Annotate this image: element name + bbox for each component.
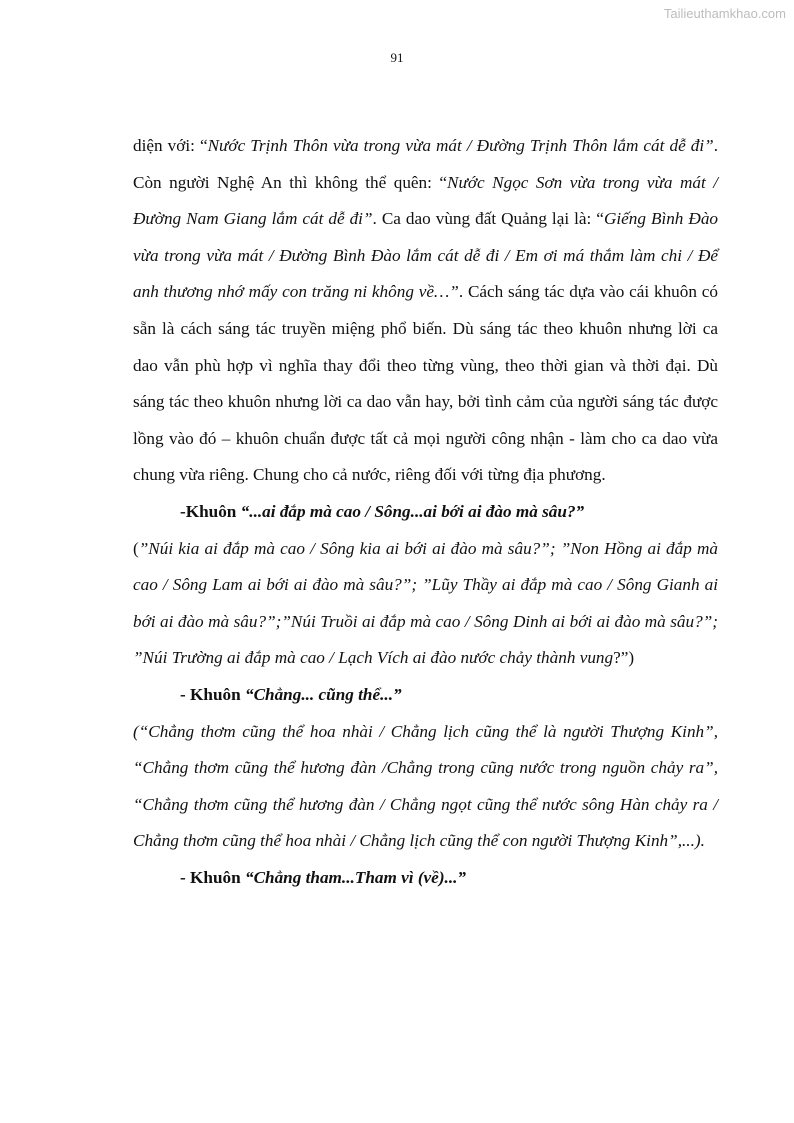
- page-number: 91: [390, 50, 404, 65]
- heading-khuon-3: [133, 860, 718, 897]
- heading-pattern: “...ai đắp mà cao / Sông...ai bới ai đào mà sâu?”: [240, 501, 585, 521]
- document-body: [133, 128, 718, 896]
- quote-binh-dao: Giếng Bình Đào vừa trong vừa mát / Đường Bình Đào lắm cát dễ đi / Em ơi má thắm làm chi / Để anh thương nhớ mấy con trăng ni không về…”: [133, 209, 719, 302]
- text-run: . Còn người Nghệ An thì không thể quên: “: [133, 136, 718, 192]
- heading-pattern: “Chẳng... cũng thể...”: [244, 684, 402, 704]
- heading-prefix: -Khuôn: [180, 501, 241, 521]
- text-run: . Ca dao vùng đất Quảng lại là: “: [372, 209, 604, 229]
- paragraph-examples-1: [133, 531, 718, 677]
- paren-open: (: [133, 538, 139, 558]
- heading-pattern: “Chẳng tham...Tham vì (về)...”: [244, 867, 467, 887]
- text-run: diện với: “: [133, 136, 208, 155]
- paragraph-intro: [133, 128, 718, 494]
- text-run: . Cách sáng tác dựa vào cái khuôn có sẵn là cách sáng tác truyền miệng phổ biến. Dù sáng tác theo khuôn nhưng lời ca dao vẫn phù hợp vì nghĩa thay đổi theo từng vùng, theo thời gian và thời đại. Dù sáng tác theo khuôn nhưng lời ca dao vẫn hay, bởi tình cảm của người sáng tác được lồng vào đó – khuôn chuẩn được tất cả mọi người công nhận - làm cho ca dao vừa chung vừa riêng. Chung cho cả nước, riêng đối với từng địa phương.: [133, 282, 718, 485]
- watermark: Tailieuthamkhao.com: [663, 6, 786, 21]
- quote-trinh-thon: Nước Trịnh Thôn vừa trong vừa mát / Đường Trịnh Thôn lắm cát dễ đi”: [207, 136, 714, 155]
- heading-prefix: - Khuôn: [180, 684, 245, 704]
- heading-prefix: - Khuôn: [180, 867, 245, 887]
- paragraph-examples-2: (“Chẳng thơm cũng thể hoa nhài / Chẳng lịch cũng thể là người Thượng Kinh”, “Chẳng thơm cũng thể hương đàn /Chẳng trong cũng nước trong nguồn chảy ra”, “Chẳng thơm cũng thể hương đàn / Chẳng ngọt cũng thể nước sông Hàn chảy ra / Chẳng thơm cũng thể hoa nhài / Chẳng lịch cũng thể con người Thượng Kinh”,...).: [133, 721, 718, 851]
- heading-khuon-1: [133, 494, 718, 531]
- quote-ngoc-son: Nước Ngọc Sơn vừa trong vừa mát / Đường Nam Giang lắm cát dễ đi”: [133, 172, 718, 229]
- heading-khuon-2: [133, 677, 718, 714]
- examples-text: ”Núi kia ai đắp mà cao / Sông kia ai bới ai đào mà sâu?”; ”Non Hồng ai đắp mà cao / Sông Lam ai bới ai đào mà sâu?”; ”Lũy Thầy ai đắp mà cao / Sông Gianh ai bới ai đào mà sâu?”;”Núi Truồi ai đắp mà cao / Sông Dinh ai bới ai đào mà sâu?”; ”Núi Trường ai đắp mà cao / Lạch Vích ai đào nước chảy thành vung: [133, 538, 718, 668]
- paren-close: ?”): [613, 648, 635, 668]
